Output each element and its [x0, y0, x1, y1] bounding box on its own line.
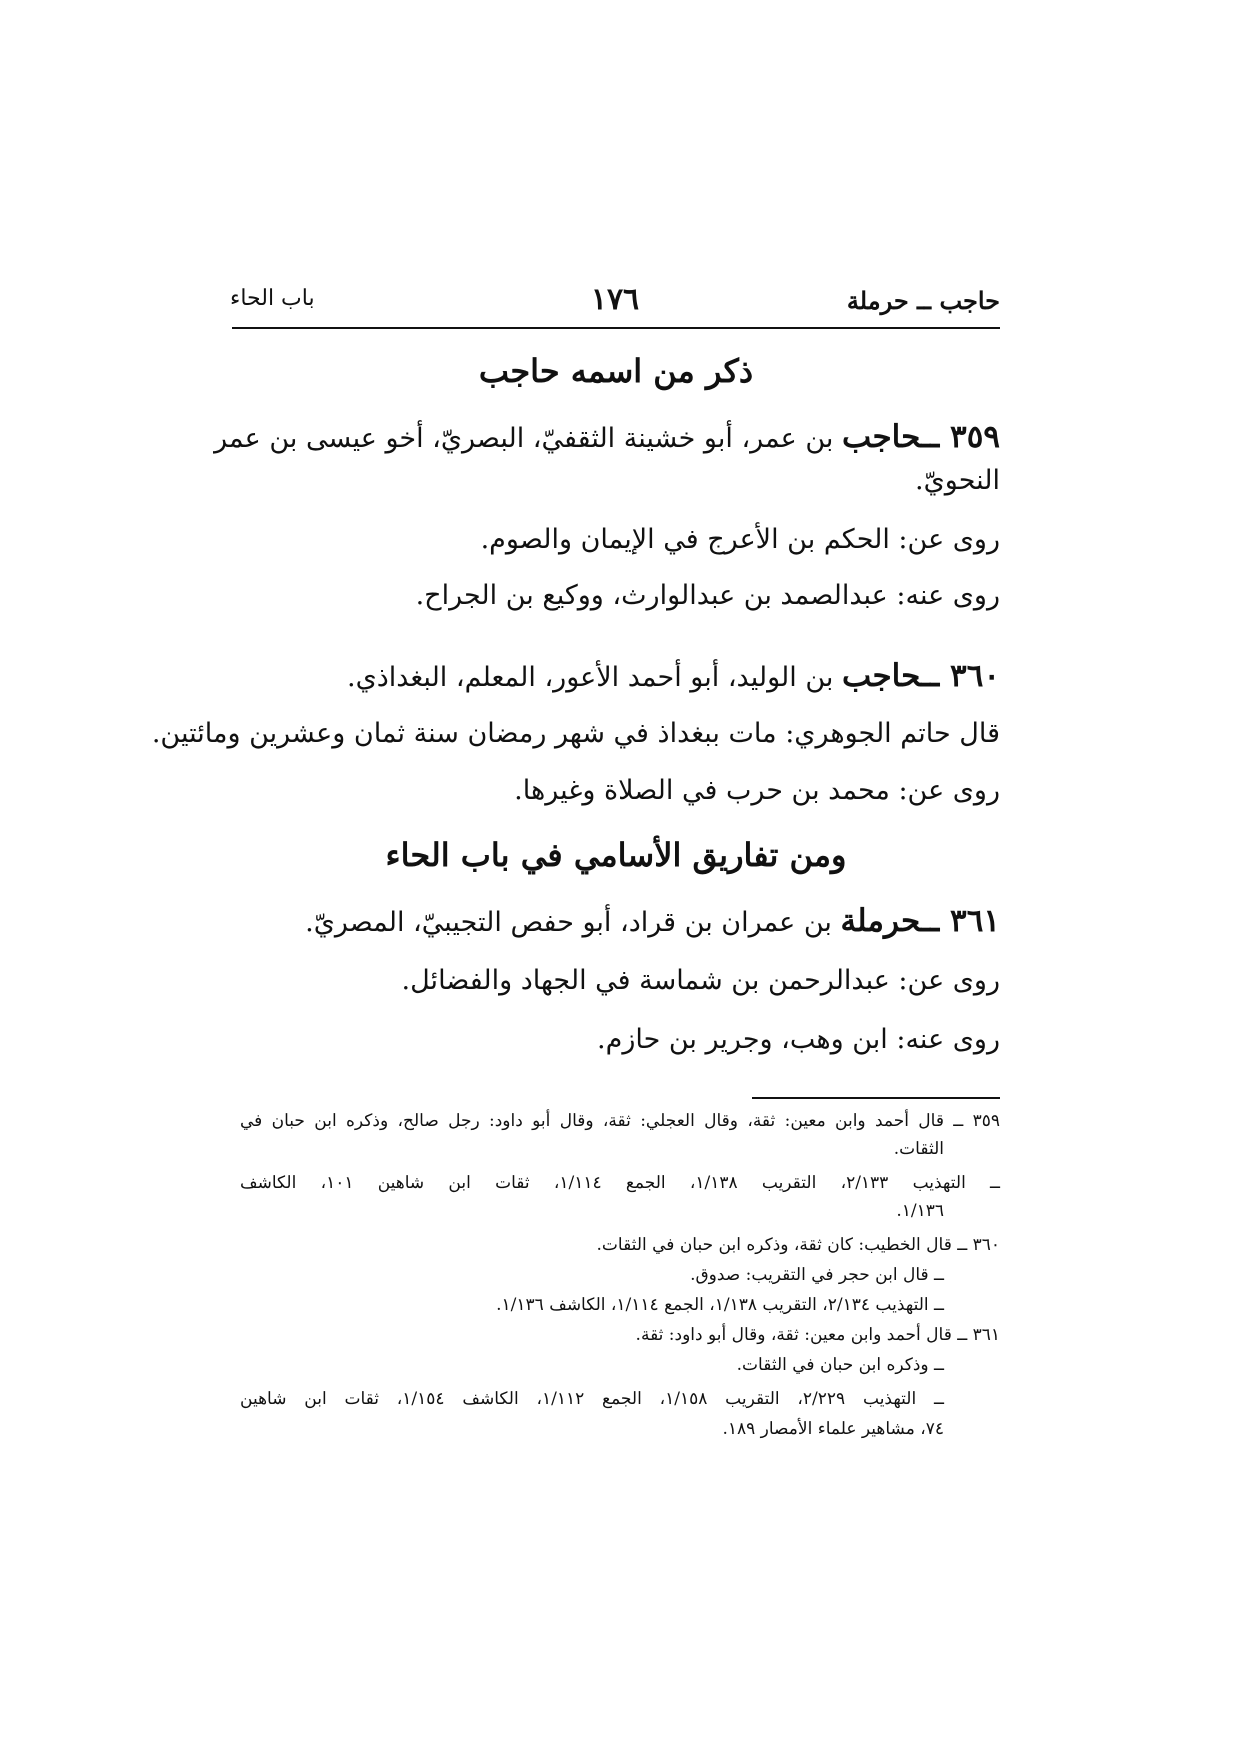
entry-360-number: ٣٦٠ ــ	[921, 658, 1000, 694]
entry-360-name: حاجب	[842, 658, 922, 694]
entry-361-line-1	[240, 901, 1000, 943]
entry-360-death-note: قال حاتم الجوهري: مات ببغداذ في شهر رمضان سنة ثمان وعشرين ومائتين.	[151, 718, 1000, 749]
entry-361-name: حرملة	[840, 903, 922, 939]
header-chapter: باب الحاء	[230, 286, 315, 311]
footnote-rule	[752, 1097, 1000, 1099]
footnote-359-line-1: ٣٥٩ ــ قال أحمد وابن معين: ثقة، وقال العجلي: ثقة، وقال أبو داود: رجل صالح، وذكره ابن حبان في	[240, 1111, 1000, 1131]
entry-360-narrated-from: روى عن: محمد بن حرب في الصلاة وغيرها.	[514, 775, 1000, 806]
entry-361-narrated-by: روى عنه: ابن وهب، وجرير بن حازم.	[597, 1024, 1000, 1055]
entry-360-line-1	[240, 656, 1000, 698]
entry-359-line-2: النحويّ.	[915, 465, 1000, 496]
footnote-361-line-4: ٧٤، مشاهير علماء الأمصار ١٨٩.	[722, 1419, 944, 1439]
footnote-359-line-3: ــ التهذيب ٢/١٣٣، التقريب ١/١٣٨، الجمع ١/١١٤، ثقات ابن شاهين ١٠١، الكاشف	[240, 1173, 1001, 1193]
entry-359-narrated-by: روى عنه: عبدالصمد بن عبدالوارث، ووكيع بن الجراح.	[415, 580, 1000, 611]
footnote-361-line-2: ــ وذكره ابن حبان في الثقات.	[736, 1355, 944, 1375]
entry-359-lineage: بن عمر، أبو خشينة الثقفيّ، البصريّ، أخو عيسى بن عمر	[214, 423, 843, 454]
footnote-360-line-2: ــ قال ابن حجر في التقريب: صدوق.	[690, 1265, 944, 1285]
entry-361-lineage: بن عمران بن قراد، أبو حفص التجيبيّ، المصريّ.	[305, 907, 841, 938]
entry-361-narrated-from: روى عن: عبدالرحمن بن شماسة في الجهاد والفضائل.	[401, 965, 1000, 996]
footnote-360-line-3: ــ التهذيب ٢/١٣٤، التقريب ١/١٣٨، الجمع ١/١١٤، الكاشف ١/١٣٦.	[496, 1295, 944, 1315]
entry-359-line-1	[214, 417, 1000, 459]
entry-361-number: ٣٦١ ــ	[921, 903, 1000, 939]
running-header	[230, 282, 1000, 322]
entry-359-name: حاجب	[842, 419, 922, 455]
entry-359-narrated-from: روى عن: الحكم بن الأعرج في الإيمان والصوم.	[480, 524, 1000, 555]
header-entry-range: حاجب ــ حرملة	[846, 286, 1000, 315]
entry-360-lineage: بن الوليد، أبو أحمد الأعور، المعلم، البغداذي.	[346, 662, 843, 693]
entry-359-number: ٣٥٩ ــ	[921, 419, 1000, 455]
footnote-359-line-2: الثقات.	[893, 1139, 944, 1159]
section-heading-misc: ومن تفاريق الأسامي في باب الحاء	[385, 836, 847, 874]
footnote-360-line-1: ٣٦٠ ــ قال الخطيب: كان ثقة، وذكره ابن حبان في الثقات.	[596, 1235, 1000, 1255]
page-number: ١٧٦	[590, 282, 640, 317]
footnote-361-line-3: ــ التهذيب ٢/٢٢٩، التقريب ١/١٥٨، الجمع ١/١١٢، الكاشف ١/١٥٤، ثقات ابن شاهين	[240, 1389, 944, 1409]
footnote-359-line-4: ١/١٣٦.	[896, 1201, 944, 1221]
header-rule	[232, 327, 1000, 329]
section-heading-hajib: ذكر من اسمه حاجب	[478, 352, 754, 390]
footnote-361-line-1: ٣٦١ ــ قال أحمد وابن معين: ثقة، وقال أبو داود: ثقة.	[635, 1325, 1000, 1345]
